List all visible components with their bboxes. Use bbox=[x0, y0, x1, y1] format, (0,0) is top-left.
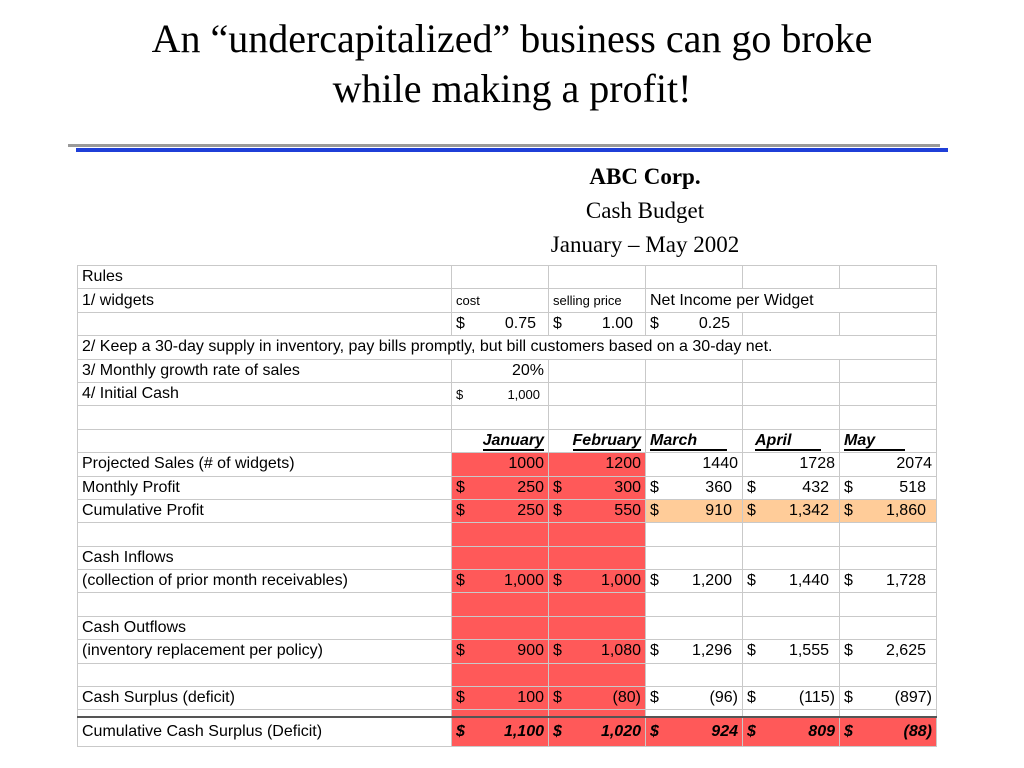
month-header: March bbox=[650, 432, 727, 451]
surplus-cell: $ (115) bbox=[743, 687, 840, 710]
inflow-cell: $ 1,440 bbox=[743, 570, 840, 593]
cum-surplus-cell: $ 809 bbox=[743, 717, 840, 747]
surplus-cell: $ (80) bbox=[549, 687, 646, 710]
table-row bbox=[78, 453, 937, 476]
report-name: Cash Budget bbox=[585, 198, 705, 223]
cost-label: cost bbox=[452, 289, 549, 312]
table-row bbox=[78, 406, 937, 429]
cost-value: $ 0.75 bbox=[452, 312, 549, 335]
profit-cell: $ 432 bbox=[743, 476, 840, 499]
profit-cell: $ 300 bbox=[549, 476, 646, 499]
rule-3-label: 3/ Monthly growth rate of sales bbox=[78, 359, 452, 382]
gray-rule bbox=[68, 144, 940, 147]
outflow-cell: $ 1,080 bbox=[549, 640, 646, 663]
cum-profit-cell: $ 1,342 bbox=[743, 499, 840, 522]
month-header: May bbox=[844, 432, 905, 451]
outflow-cell: $ 1,555 bbox=[743, 640, 840, 663]
price-value: $ 1.00 bbox=[549, 312, 646, 335]
table-row bbox=[78, 663, 937, 686]
table-row bbox=[78, 687, 937, 710]
sales-cell: 1440 bbox=[646, 453, 743, 476]
company-name: ABC Corp. bbox=[589, 164, 701, 189]
rule-4-value: $ 1,000 bbox=[452, 382, 549, 405]
company-line bbox=[0, 164, 1024, 190]
cum-profit-cell: $ 910 bbox=[646, 499, 743, 522]
rule-1-label: 1/ widgets bbox=[78, 289, 452, 312]
table-row bbox=[78, 640, 937, 663]
cum-profit-label: Cumulative Profit bbox=[78, 499, 452, 522]
table-row bbox=[78, 499, 937, 522]
sales-cell: 2074 bbox=[840, 453, 937, 476]
net-income-value: $ 0.25 bbox=[646, 312, 743, 335]
slide-title bbox=[0, 14, 1024, 114]
table-row bbox=[78, 717, 937, 747]
cum-surplus-cell: $ 1,100 bbox=[452, 717, 549, 747]
month-header: April bbox=[755, 432, 821, 451]
inflow-cell: $ 1,728 bbox=[840, 570, 937, 593]
rule-2-text: 2/ Keep a 30-day supply in inventory, pay bills promptly, but bill customers based on a 30-day net. bbox=[78, 336, 937, 359]
period-line bbox=[0, 232, 1024, 258]
sales-label: Projected Sales (# of widgets) bbox=[78, 453, 452, 476]
surplus-cell: $ 100 bbox=[452, 687, 549, 710]
cash-budget-table bbox=[77, 265, 937, 747]
inflow-cell: $ 1,200 bbox=[646, 570, 743, 593]
table-row bbox=[78, 382, 937, 405]
price-label: selling price bbox=[549, 289, 646, 312]
rule-4-label: 4/ Initial Cash bbox=[78, 382, 452, 405]
table-row bbox=[78, 336, 937, 359]
inflows-label: Cash Inflows bbox=[78, 546, 452, 569]
outflows-sublabel: (inventory replacement per policy) bbox=[78, 640, 452, 663]
cum-profit-cell: $ 550 bbox=[549, 499, 646, 522]
surplus-cell: $ (96) bbox=[646, 687, 743, 710]
month-header-row bbox=[78, 429, 937, 452]
table-row bbox=[78, 523, 937, 546]
cum-profit-cell: $ 250 bbox=[452, 499, 549, 522]
report-line bbox=[0, 198, 1024, 224]
inflow-cell: $ 1,000 bbox=[549, 570, 646, 593]
cum-surplus-label: Cumulative Cash Surplus (Deficit) bbox=[78, 717, 452, 747]
inflows-sublabel: (collection of prior month receivables) bbox=[78, 570, 452, 593]
rules-heading: Rules bbox=[78, 266, 452, 289]
title-line-2: while making a profit! bbox=[332, 66, 692, 111]
table-row bbox=[78, 359, 937, 382]
outflow-cell: $ 900 bbox=[452, 640, 549, 663]
table-row bbox=[78, 710, 937, 718]
blue-rule bbox=[76, 148, 948, 152]
table-row bbox=[78, 476, 937, 499]
outflows-label: Cash Outflows bbox=[78, 616, 452, 639]
profit-cell: $ 250 bbox=[452, 476, 549, 499]
table-row bbox=[78, 593, 937, 616]
net-income-label: Net Income per Widget bbox=[646, 289, 937, 312]
table-row bbox=[78, 616, 937, 639]
cum-surplus-cell: $ (88) bbox=[840, 717, 937, 747]
sales-cell: 1000 bbox=[452, 453, 549, 476]
table-row bbox=[78, 266, 937, 289]
surplus-label: Cash Surplus (deficit) bbox=[78, 687, 452, 710]
month-header: January bbox=[482, 431, 544, 449]
table-row bbox=[78, 570, 937, 593]
cum-surplus-cell: $ 1,020 bbox=[549, 717, 646, 747]
rule-3-value: 20% bbox=[452, 359, 549, 382]
table-row bbox=[78, 289, 937, 312]
sales-cell: 1200 bbox=[549, 453, 646, 476]
sales-cell: 1728 bbox=[743, 453, 840, 476]
profit-label: Monthly Profit bbox=[78, 476, 452, 499]
outflow-cell: $ 1,296 bbox=[646, 640, 743, 663]
title-line-1: An “undercapitalized” business can go broke bbox=[151, 16, 873, 61]
profit-cell: $ 360 bbox=[646, 476, 743, 499]
cum-surplus-cell: $ 924 bbox=[646, 717, 743, 747]
table-row bbox=[78, 546, 937, 569]
report-period: January – May 2002 bbox=[550, 232, 740, 257]
profit-cell: $ 518 bbox=[840, 476, 937, 499]
surplus-cell: $ (897) bbox=[840, 687, 937, 710]
table-row bbox=[78, 312, 937, 335]
cum-profit-cell: $ 1,860 bbox=[840, 499, 937, 522]
inflow-cell: $ 1,000 bbox=[452, 570, 549, 593]
outflow-cell: $ 2,625 bbox=[840, 640, 937, 663]
month-header: February bbox=[572, 431, 641, 449]
